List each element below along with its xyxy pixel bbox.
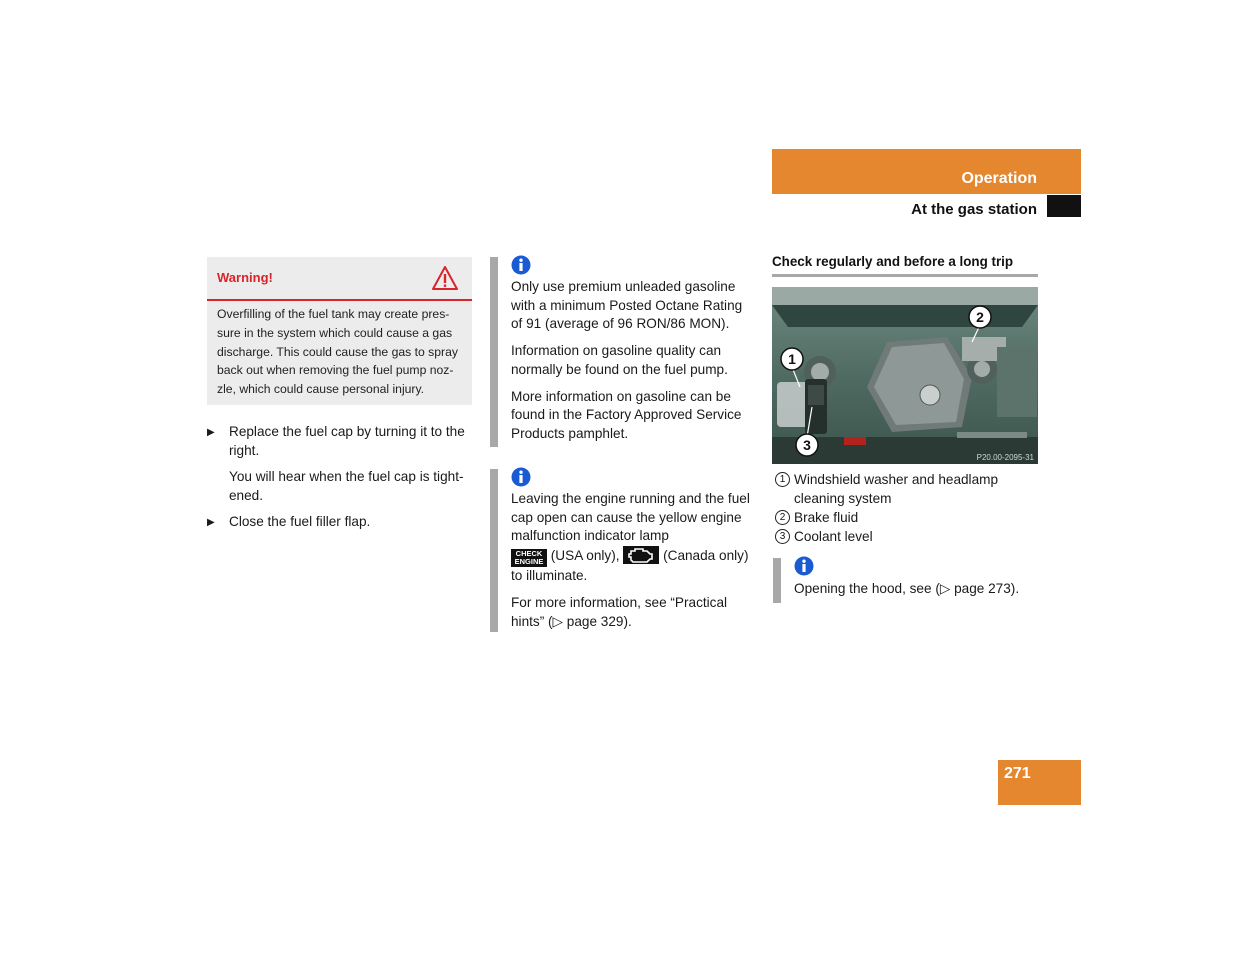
step-1-note-line: You will hear when the fuel cap is tight- <box>229 469 464 484</box>
callout-2: 2 <box>976 309 984 325</box>
text-line: cap open can cause the yellow engine <box>511 509 742 525</box>
info-paragraph <box>511 278 761 334</box>
text-line: normally be found on the fuel pump. <box>511 361 728 377</box>
warning-line: discharge. This could cause the gas to spray <box>217 344 458 359</box>
text-line: More information on gasoline can be <box>511 388 731 404</box>
legend-item <box>772 527 1042 546</box>
info-paragraph <box>511 490 763 586</box>
text-line: For more information, see “Practical <box>511 594 728 610</box>
legend-number: 1 <box>775 472 790 487</box>
page-reference-link: hints” (▷ page 329). <box>511 613 632 629</box>
engine-malfunction-icon <box>623 546 659 564</box>
photo-legend <box>772 470 1042 546</box>
subsection-title: At the gas station <box>911 201 1037 218</box>
warning-triangle-icon <box>431 265 459 291</box>
info-paragraph <box>511 594 763 631</box>
step-bullet-icon: ▶ <box>207 517 215 528</box>
info-bar <box>773 558 781 603</box>
info-icon <box>511 467 531 487</box>
text-line: with a minimum Posted Octane Rating <box>511 297 743 313</box>
text-line: Products pamphlet. <box>511 425 629 441</box>
section-heading: Check regularly and before a long trip <box>772 254 1038 277</box>
step-1 <box>229 423 479 460</box>
header-marker <box>1047 195 1081 217</box>
legend-number: 3 <box>775 529 790 544</box>
info-paragraph <box>511 388 761 444</box>
badge-text: CHECK <box>515 548 543 558</box>
legend-text: Brake fluid <box>794 510 859 525</box>
info-text-2 <box>511 490 763 639</box>
warning-line: back out when removing the fuel pump noz- <box>217 363 454 378</box>
step-2: Close the fuel filler flap. <box>229 514 371 529</box>
info-paragraph <box>511 342 761 379</box>
step-1-note-line: ened. <box>229 487 264 503</box>
legend-text: cleaning system <box>794 491 892 506</box>
legend-item <box>772 470 1042 508</box>
info-text-3: Opening the hood, see (▷ page 273). <box>794 581 1020 596</box>
info-text-1 <box>511 278 761 452</box>
text-fragment: (Canada only) <box>663 548 749 564</box>
text-line: found in the Factory Approved Service <box>511 407 742 423</box>
text-line: malfunction indicator lamp <box>511 528 669 544</box>
text-line: Information on gasoline quality can <box>511 343 722 359</box>
legend-text: Windshield washer and headlamp <box>794 472 999 487</box>
text-fragment: (USA only), <box>550 548 620 564</box>
engine-compartment-photo <box>772 287 1038 464</box>
warning-title: Warning! <box>217 270 273 285</box>
warning-header <box>207 257 472 301</box>
text-line: to illuminate. <box>511 568 588 584</box>
legend-item <box>772 508 1042 527</box>
page-number: 271 <box>1004 765 1031 782</box>
image-code: P20.00-2095-31 <box>976 453 1034 462</box>
callout-1: 1 <box>788 351 796 367</box>
text-line: of 91 (average of 96 RON/86 MON). <box>511 316 730 332</box>
badge-text: ENGINE <box>514 557 544 567</box>
step-1-line: right. <box>229 442 260 458</box>
text-line: Only use premium unleaded gasoline <box>511 279 736 294</box>
step-1-note <box>229 468 479 505</box>
page-number-box <box>998 760 1081 805</box>
section-title: Operation <box>961 170 1037 187</box>
warning-box <box>207 257 472 405</box>
text-line: Leaving the engine running and the fuel <box>511 491 750 506</box>
legend-number: 2 <box>775 510 790 525</box>
callout-3: 3 <box>803 437 811 453</box>
check-engine-icon <box>511 549 547 567</box>
info-icon <box>511 255 531 275</box>
info-icon <box>794 556 814 576</box>
info-bar <box>490 257 498 447</box>
warning-text <box>217 305 465 399</box>
step-bullet-icon: ▶ <box>207 427 215 438</box>
warning-line: zle, which could cause personal injury. <box>217 382 425 397</box>
step-1-line: Replace the fuel cap by turning it to the <box>229 424 465 439</box>
info-bar <box>490 469 498 632</box>
warning-line: Overfilling of the fuel tank may create pres- <box>217 307 450 321</box>
warning-line: sure in the system which could cause a gas <box>217 325 453 340</box>
legend-text: Coolant level <box>794 529 873 544</box>
